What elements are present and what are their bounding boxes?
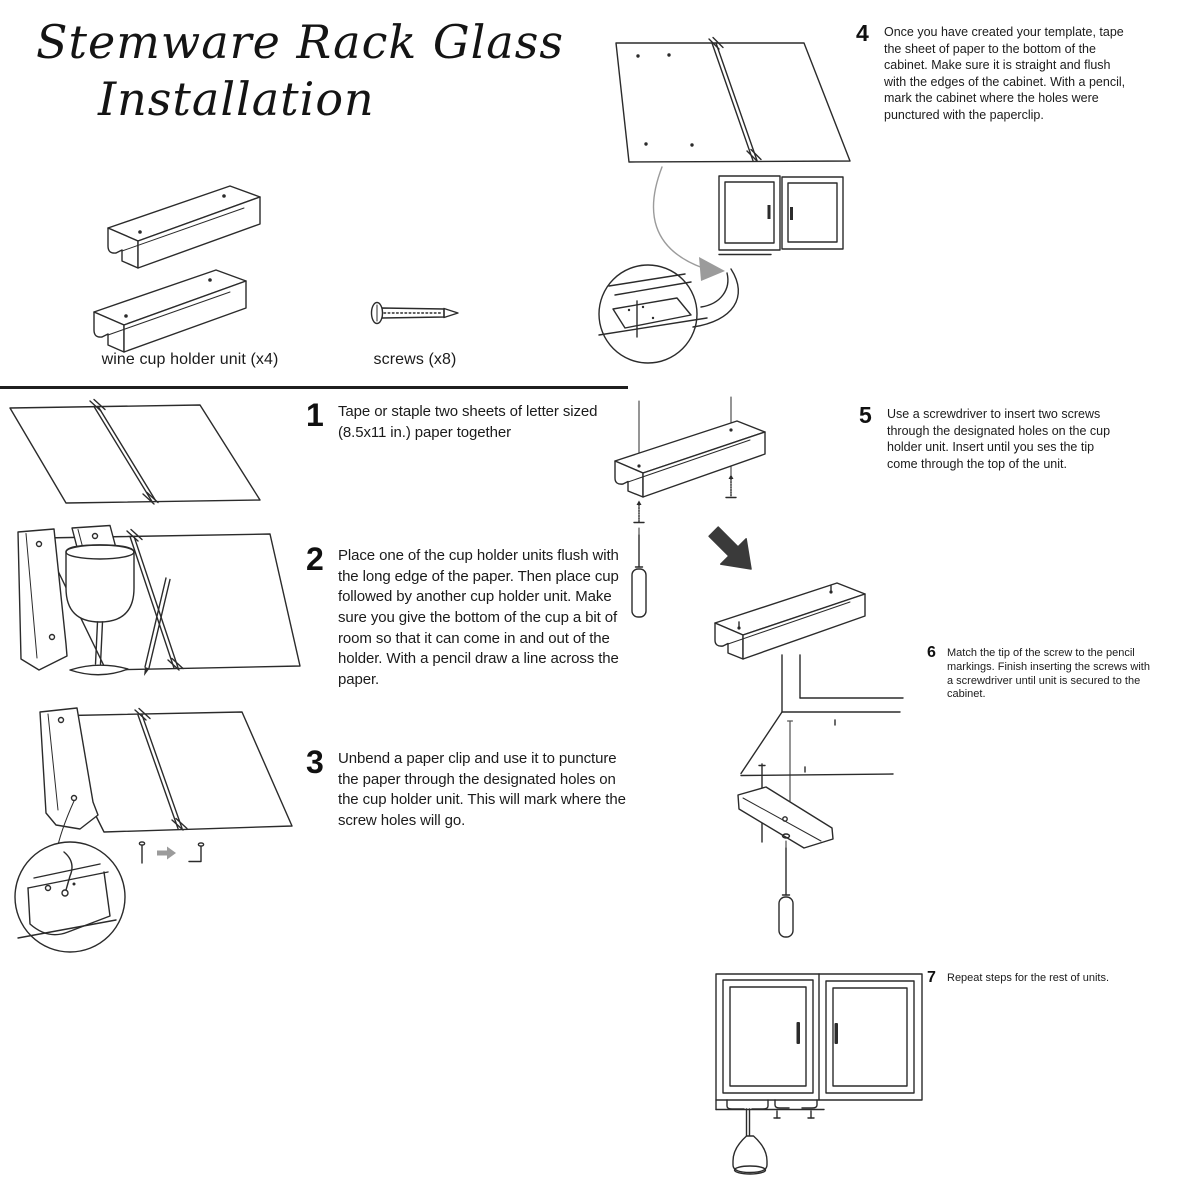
wine-cup-holder-units-illustration: [82, 172, 282, 362]
step-3-number: 3: [306, 744, 324, 780]
screw-illustration: [368, 296, 462, 330]
magnifier-detail: [599, 265, 707, 363]
screw-studs: [774, 1111, 814, 1118]
holder-unit-label: wine cup holder unit (x4): [101, 351, 279, 368]
cabinet-bottom-corner: [741, 655, 903, 776]
step-7-number: 7: [927, 969, 936, 986]
paperclip-bent-icon: [189, 843, 204, 862]
cabinet-front: [716, 974, 922, 1100]
step-5-illustration: [595, 383, 877, 685]
door-handle-right: [835, 1023, 839, 1044]
cup-holder-unit-bottom: [94, 270, 246, 352]
page-title-line2: Installation: [98, 72, 375, 127]
gray-curved-arrow: [653, 167, 725, 281]
step-5-number: 5: [859, 402, 872, 428]
door-handle-left: [797, 1022, 801, 1044]
hanging-wine-glass: [733, 1109, 767, 1174]
screws-label: screws (x8): [373, 351, 457, 368]
step-5-text: Use a screwdriver to insert two screws through the designated holes on the cup holder unit. Insert until you ses the tip come through the top of the unit.: [887, 407, 1111, 471]
magnifier-detail: [15, 842, 125, 952]
step-7-text: Repeat steps for the rest of units.: [947, 972, 1110, 984]
step-6-text: Match the tip of the screw to the pencil markings. Finish inserting the screws with a screwdriver until unit is secured to the cabinet.: [947, 647, 1150, 701]
step-4-text: Once you have created your template, tape the sheet of paper to the bottom of the cabinet. Make sure it is straight and flush with the edges of the cabinet. With a pencil, mark the cabinet where the holes were punctured with the paperclip.: [884, 25, 1126, 122]
cabinet-front: [719, 176, 843, 255]
page-title: [36, 14, 564, 128]
screwdriver: [632, 528, 646, 617]
stemware-rack-under-cabinet: [716, 1100, 824, 1118]
step-1-text: Tape or staple two sheets of letter sized (8.5x11 in.) paper together: [338, 403, 598, 441]
step-2-number: 2: [306, 541, 324, 577]
paper-sheet: [10, 405, 260, 503]
step-6-illustration: [685, 645, 943, 963]
step-4-illustration: [585, 15, 857, 367]
door-handle-left: [768, 205, 771, 219]
cup-holder-unit: [738, 787, 833, 848]
pencil-marks: [805, 720, 835, 772]
screw-right: [726, 475, 736, 498]
cup-holder-unit: [615, 421, 765, 497]
door-handle-right: [790, 207, 793, 220]
step-1-number: 1: [306, 397, 324, 433]
step-4-number: 4: [856, 20, 869, 46]
section-divider: [0, 386, 628, 389]
step-2-text: Place one of the cup holder units flush with the long edge of the paper. Then place cup followed by another cup holder unit. Make sure you give the bottom of the cup a bit of room so that it can come in and out of the holder. With a pencil draw a line across the paper.: [338, 547, 619, 689]
step-2-illustration: [8, 518, 302, 676]
magnifier-pointer: [693, 269, 738, 327]
screw-tip: [444, 309, 458, 318]
step-3-illustration: [0, 692, 302, 968]
paperclip-before-icon: [139, 842, 144, 863]
screw-left: [634, 501, 644, 523]
step-3-text: Unbend a paper clip and use it to puncture the paper through the designated holes on the cup holder unit. This will mark where the screw holes will go.: [338, 750, 626, 830]
arrow-down-right-icon: [701, 519, 764, 582]
cup-holder-unit-top: [108, 186, 260, 268]
step-6-number: 6: [927, 644, 936, 661]
step-1-illustration: [2, 396, 294, 514]
page-title-line1: Stemware Rack Glass: [36, 15, 564, 69]
screwdriver: [779, 841, 793, 937]
step-7-illustration: [705, 958, 940, 1202]
arrow-right-icon: [157, 847, 176, 860]
